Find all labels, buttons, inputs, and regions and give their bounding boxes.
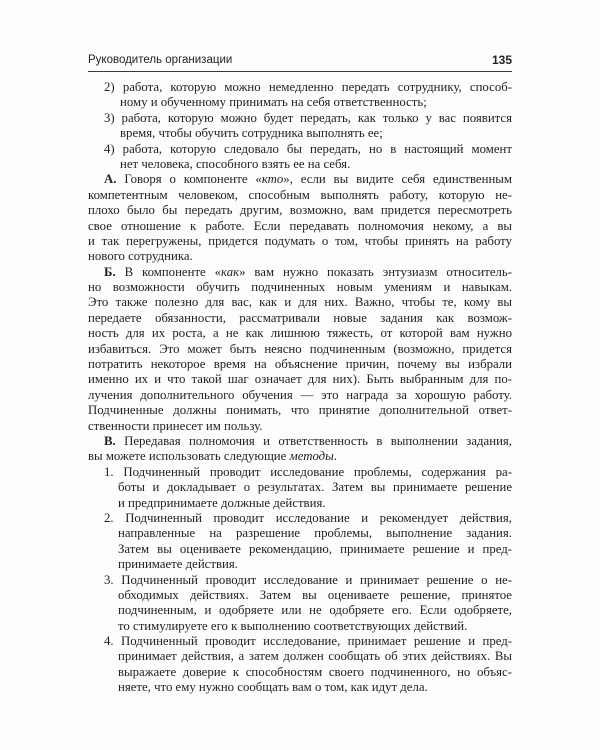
method-line: то стимулируете его к выполнению соответствующих действий. [118, 618, 468, 633]
paragraph-line: плохо было бы передать другим, возможно, вам придется пересмотреть [88, 203, 512, 218]
list-item-line: нет человека, способного взять ее на себя. [120, 156, 351, 171]
method-line: принимает действия, а затем должен сообщать об этих действиях. Вы [118, 649, 512, 664]
method-line: подчиненным, и одобряете или не одобряете его. Если одобряете, [118, 603, 512, 618]
paragraph-b [88, 265, 512, 434]
page-body [88, 80, 512, 696]
paragraph-text: », если вы видите себя единственным [283, 172, 512, 187]
method-line: обходимых действиях. Затем вы оцениваете решение, принятое [118, 587, 512, 602]
work-types-list [88, 80, 512, 172]
list-item-line: 2) работа, которую можно немедленно передать сотруднику, способ- [104, 80, 512, 94]
running-title: Руководитель организации [88, 54, 233, 66]
methods-list [88, 465, 512, 696]
method-line: 4. Подчиненный проводит исследование, принимает решение и пред- [104, 634, 512, 649]
emphasized-term: методы [289, 449, 334, 464]
list-item [88, 111, 512, 142]
paragraph-line: избавиться. Это может быть неясно подчиненным (возможно, придется [88, 341, 512, 356]
paragraph-text: Говоря о компоненте « [116, 172, 262, 187]
paragraph-line: потратить некоторое время на объяснение причин, почему вы избрали [88, 357, 512, 372]
method-line: 1. Подчиненный проводит исследование проблемы, содержания ра- [104, 464, 512, 479]
method-line: принимаете действия. [118, 557, 238, 572]
paragraph-line [88, 449, 512, 464]
paragraph-line: свое отношение к работе. Если передавать полномочия некому, а вы [88, 218, 512, 233]
method-line: 2. Подчиненный проводит исследование и рекомендует действия, [104, 510, 512, 525]
list-item-line: 3) работа, которую можно будет передать, как только у вас появится [104, 110, 512, 125]
paragraph-line: компетентным человеком, способным выполнять работу, которую не- [88, 187, 512, 202]
emphasized-term: как [221, 264, 240, 279]
paragraph-line [104, 172, 512, 187]
paragraph-c [88, 434, 512, 465]
paragraph-line: нового сотрудника. [88, 249, 193, 264]
emphasized-term: кто [261, 172, 284, 187]
method-item [88, 573, 512, 635]
running-header [88, 53, 512, 68]
method-line: боты и докладывает о результатах. Затем вы принимаете решение [118, 480, 512, 495]
paragraph-line: и так перегружены, придется подумать о том, чтобы принять на работу [88, 233, 512, 248]
method-line: выражаете доверие к способностям своего подчиненного, но объяс- [118, 664, 512, 679]
list-item-line: время, чтобы обучить сотрудника выполнять ее; [120, 126, 383, 141]
paragraph-line: но возможности обучить подчиненных новым умениям и навыкам. [88, 280, 512, 295]
paragraph-line [104, 434, 512, 449]
header-rule [88, 71, 512, 72]
method-line: 3. Подчиненный проводит исследование и принимает решение о не- [104, 572, 512, 587]
paragraph-text: вы можете использовать следующие [88, 449, 290, 464]
paragraph-marker: В. [104, 433, 116, 448]
paragraph-text: . [333, 449, 338, 464]
paragraph-line: Это также полезно для вас, как и для них. Важно, чтобы те, кому вы [88, 295, 512, 310]
list-item-line: 4) работа, которую следовало бы передать, но в настоящий момент [104, 141, 512, 156]
page-number: 135 [491, 53, 512, 67]
list-item [88, 142, 512, 173]
paragraph-line [104, 265, 512, 280]
paragraph-line: Подчиненные должны понимать, что принятие дополнительной ответ- [88, 403, 512, 418]
method-line: няете, что ему нужно сообщать вам о том, как идут дела. [118, 680, 428, 695]
method-item [88, 511, 512, 573]
paragraph-text: » вам нужно показать энтузиазм относитель- [239, 264, 512, 279]
paragraph-a [88, 172, 512, 264]
paragraph-text: Передавая полномочия и ответственность в выполнении задания, [115, 433, 512, 448]
paragraph-line: ственности принесет им пользу. [88, 418, 263, 433]
list-item [88, 80, 512, 111]
method-line: и предпринимаете должные действия. [118, 495, 326, 510]
paragraph-line: ность для их роста, а не как лишнюю тяжесть, от которой вам нужно [88, 326, 512, 341]
paragraph-marker: А. [104, 172, 117, 187]
paragraph-line: лучения дополнительного обучения — это награда за хорошую работу. [88, 387, 512, 402]
method-line: направленные на разрешение проблемы, выполнение задания. [118, 526, 512, 541]
method-line: Затем вы оцениваете рекомендацию, принимаете решение и пред- [118, 541, 512, 556]
paragraph-line: именно их и что такой шаг означает для них). Быть выбранным для по- [88, 372, 512, 387]
method-item [88, 634, 512, 696]
paragraph-text: В компоненте « [115, 264, 222, 279]
paragraph-line: передаете обязанности, рассматривали новые задания как возмож- [88, 310, 512, 325]
method-item [88, 465, 512, 511]
paragraph-marker: Б. [104, 264, 116, 279]
list-item-line: ному и обученному принимать на себя ответственность; [120, 95, 427, 110]
